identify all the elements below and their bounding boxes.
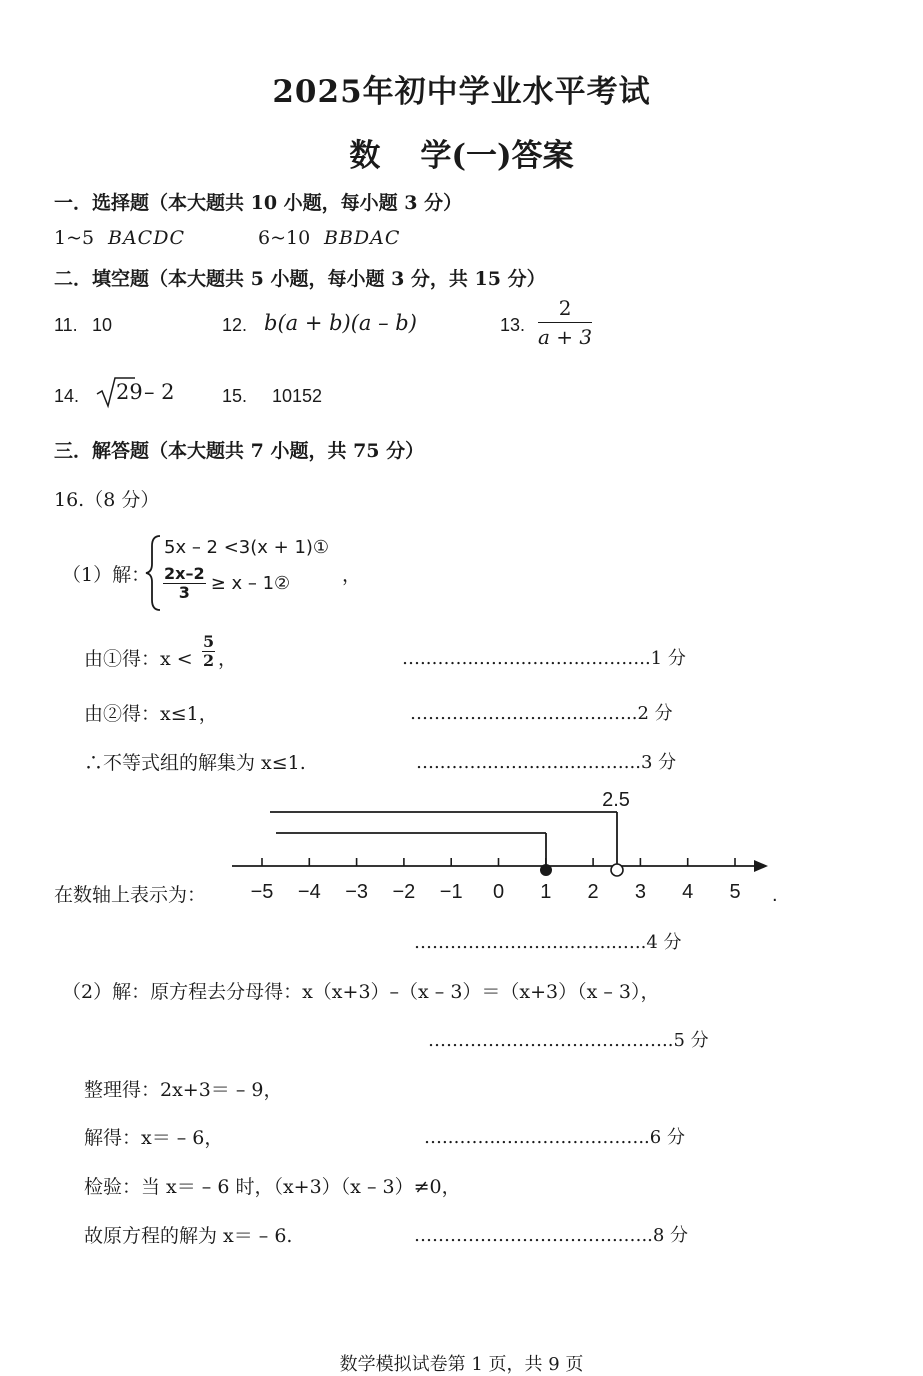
numberline-label-25: 2.5 bbox=[602, 789, 630, 811]
number-line bbox=[220, 785, 790, 915]
tick-label: 3 bbox=[634, 881, 646, 903]
tick-label: 0 bbox=[492, 881, 505, 903]
q11-answer: 10 bbox=[92, 315, 113, 335]
inequality-brace bbox=[144, 534, 164, 616]
part1-prefix: （1）解： bbox=[62, 564, 151, 586]
q13-denominator: a + 3 bbox=[538, 325, 593, 349]
tick-label: 5 bbox=[729, 881, 741, 903]
tidy-step: 整理得：2x+3＝ – 9， bbox=[84, 1079, 283, 1101]
solve-step: 解得：x＝ – 6， bbox=[84, 1127, 224, 1149]
system-comma: ， bbox=[342, 564, 362, 586]
ineq2-numerator: 2x–2 bbox=[164, 564, 205, 583]
step1-score: …..……..……..…..…..………..1 分 bbox=[402, 648, 686, 669]
inequality-2 bbox=[163, 566, 290, 601]
subject-title-a: 数 bbox=[349, 138, 381, 174]
step3: ∴不等式组的解集为 x≤1. bbox=[84, 752, 306, 774]
q12-answer: b(a + b)(a – b) bbox=[264, 311, 417, 335]
step1-numerator: 5 bbox=[203, 632, 215, 651]
tick-label: −5 bbox=[250, 881, 274, 903]
mc-answers-1: BACDC bbox=[108, 227, 185, 249]
step4-score: ……………………..……..…..4 分 bbox=[414, 932, 682, 953]
tick-label: 4 bbox=[682, 881, 694, 903]
mc-range-2: 6~10 bbox=[258, 227, 311, 249]
axis-arrow bbox=[754, 860, 768, 872]
conclusion: 故原方程的解为 x＝ – 6. bbox=[84, 1225, 293, 1247]
inequality-1: 5x – 2 <3(x + 1)① bbox=[164, 537, 330, 558]
page-footer: 数学模拟试卷第 1 页，共 9 页 bbox=[339, 1354, 584, 1375]
tick-label: −4 bbox=[297, 881, 321, 903]
tick-label: −3 bbox=[345, 881, 369, 903]
q14-label: 14. bbox=[54, 386, 80, 406]
section2-heading: 二．填空题（本大题共 5 小题，每小题 3 分，共 15 分） bbox=[54, 268, 546, 290]
ineq2-rest: ≥ x – 1② bbox=[210, 573, 291, 594]
mc-range-1: 1~5 bbox=[54, 227, 95, 249]
section1-heading: 一．选择题（本大题共 10 小题，每小题 3 分） bbox=[54, 192, 463, 214]
step1-fraction bbox=[202, 634, 215, 669]
q14-rest: – 2 bbox=[144, 380, 175, 404]
tick-label: −1 bbox=[439, 881, 463, 903]
q13-numerator: 2 bbox=[538, 296, 592, 323]
conclusion-score: ……………………………..…..8 分 bbox=[414, 1225, 689, 1246]
check-step: 检验：当 x＝ – 6 时，（x+3）（x – 3）≠0， bbox=[84, 1176, 461, 1198]
q14-radicand: 29 bbox=[116, 380, 143, 404]
q13-fraction bbox=[538, 296, 592, 349]
step1-suffix: ， bbox=[218, 648, 238, 670]
ineq2-denominator: 3 bbox=[178, 583, 190, 602]
section3-heading: 三．解答题（本大题共 7 小题，共 75 分） bbox=[54, 440, 425, 462]
q15-answer: 10152 bbox=[272, 386, 323, 406]
tick-label: 1 bbox=[540, 881, 552, 903]
closed-point-1 bbox=[540, 864, 552, 876]
q13-label: 13. bbox=[500, 315, 526, 335]
q12-label: 12. bbox=[222, 315, 248, 335]
exam-title: 2025年初中学业水平考试 bbox=[272, 74, 651, 110]
q16-label: 16.（8 分） bbox=[54, 489, 160, 511]
open-point-25 bbox=[611, 864, 623, 876]
subject-title-b: 学(一)答案 bbox=[420, 138, 574, 174]
step3-score: …..……..……..…..………...3 分 bbox=[416, 752, 677, 773]
numberline-prefix: 在数轴上表示为： bbox=[54, 884, 207, 906]
tick-label: 2 bbox=[587, 881, 599, 903]
subject-title bbox=[0, 130, 923, 175]
step2-score: ………………………………..2 分 bbox=[410, 703, 673, 724]
numberline-period: . bbox=[772, 884, 778, 906]
q15-label: 15. bbox=[222, 386, 248, 406]
mc-answers-2: BBDAC bbox=[324, 227, 401, 249]
part2-equation: （2）解：原方程去分母得：x（x+3）–（x – 3）＝（x+3）（x – 3）， bbox=[62, 981, 660, 1003]
step2: 由②得：x≤1， bbox=[84, 703, 218, 725]
tick-label: −2 bbox=[392, 881, 416, 903]
step1-denominator: 2 bbox=[203, 651, 215, 670]
step1-prefix: 由①得：x < bbox=[84, 648, 193, 670]
q11-label: 11. bbox=[54, 315, 78, 335]
part2-score: …………………………………..5 分 bbox=[428, 1030, 709, 1051]
solve-score: …..……..…..………………..6 分 bbox=[424, 1127, 685, 1148]
